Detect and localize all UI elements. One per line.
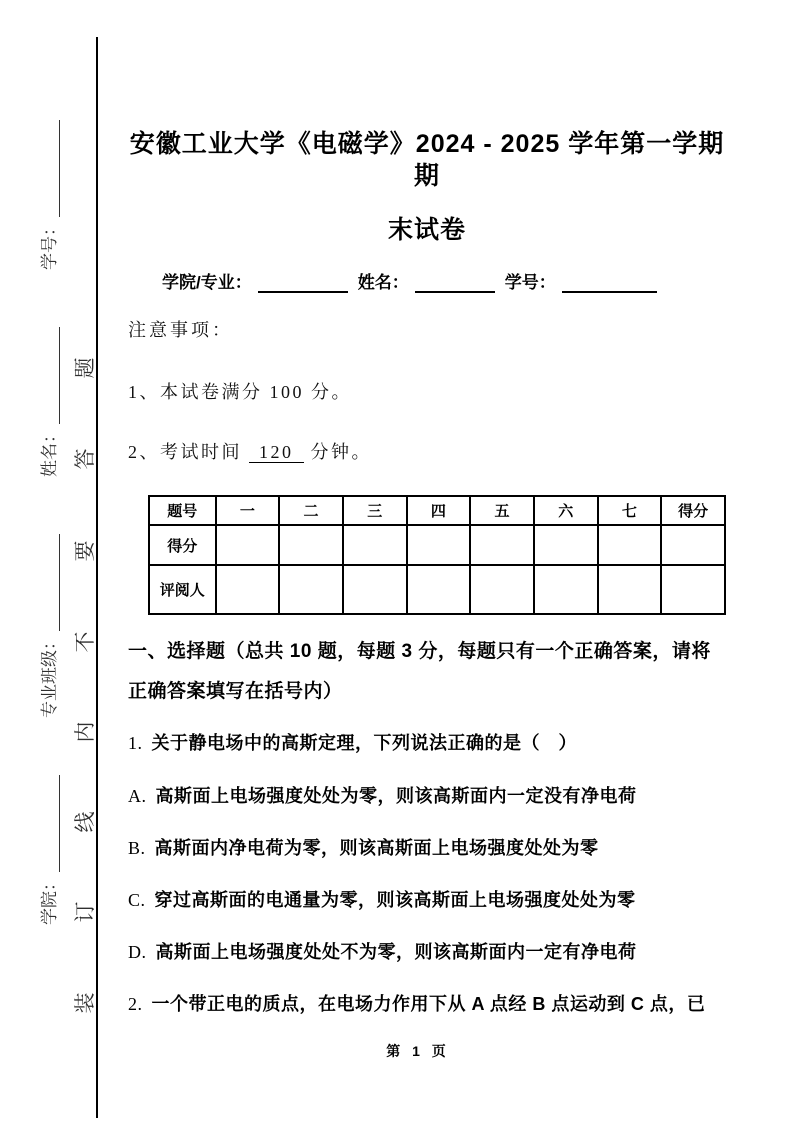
option-label: B. [128,838,146,858]
margin-field-blank [44,775,60,872]
notice-item-2 [128,439,726,465]
question-1-option-a [128,783,726,809]
binding-char: 答 [73,448,97,470]
field-blank [258,275,348,293]
field-blank [562,275,657,293]
score-table [148,495,726,615]
margin-student-fields [28,120,60,925]
margin-field-label: 专业班级： [40,633,59,718]
option-text: 高斯面内净电荷为零，则该高斯面上电场强度处处为零 [154,838,599,858]
score-cell [470,525,534,565]
margin-field-label: 学院： [40,874,59,925]
question-2 [128,991,726,1017]
margin-field-label: 姓名： [40,426,59,477]
reviewer-row-label: 评阅人 [149,565,216,614]
student-info-fields [162,268,726,293]
field-name [358,268,495,293]
score-cell [598,525,662,565]
reviewer-cell [661,565,725,614]
score-table-header-cell: 三 [343,496,407,525]
option-label: A. [128,786,147,806]
field-blank [415,275,495,293]
notice-item-1: 1、本试卷满分 100 分。 [128,382,352,402]
reviewer-cell [598,565,662,614]
option-text: 高斯面上电场强度处处不为零，则该高斯面内一定有净电荷 [155,942,637,962]
reviewer-cell [343,565,407,614]
margin-field-name [35,327,60,477]
question-1 [128,730,726,756]
field-college-major [162,268,348,293]
reviewer-cell [279,565,343,614]
field-label: 姓名： [357,273,409,292]
margin-field-college [35,775,60,925]
margin-field-major-class [35,534,60,718]
score-table-header-cell: 二 [279,496,343,525]
field-student-id [505,268,657,293]
section-1-heading: 一、选择题（总共 10 题，每题 3 分，每题只有一个正确答案，请将正确答案填写在括号内） [128,641,711,702]
reviewer-cell [216,565,280,614]
margin-field-blank [44,534,60,631]
score-table-header-cell: 题号 [149,496,216,525]
reviewer-cell [407,565,471,614]
question-text: 一个带正电的质点，在电场力作用下从 A 点经 B 点运动到 C 点，已 [151,994,706,1014]
margin-field-label: 学号： [40,219,59,270]
score-table-header-cell: 七 [598,496,662,525]
question-1-option-d [128,939,726,965]
field-label: 学院/专业： [162,273,252,292]
question-1-option-c [128,887,726,913]
margin-field-blank [44,120,60,217]
binding-char: 装 [73,992,97,1014]
option-label: C. [128,890,146,910]
reviewer-cell [470,565,534,614]
score-table-header-cell: 六 [534,496,598,525]
binding-char: 线 [73,811,97,833]
score-cell [343,525,407,565]
binding-char: 订 [73,901,97,923]
score-cell [661,525,725,565]
binding-char: 不 [73,631,97,653]
binding-char: 题 [73,357,97,379]
score-cell [279,525,343,565]
score-table-header-cell: 五 [470,496,534,525]
question-1-option-b [128,835,726,861]
reviewer-cell [534,565,598,614]
notice-heading: 注意事项： [128,320,233,340]
notice-item-2-suffix: 分钟。 [310,442,372,462]
question-number: 1. [128,733,143,753]
notice-item-2-prefix: 2、考试时间 [128,442,242,462]
score-table-header-row [149,496,725,525]
question-text: 关于静电场中的高斯定理，下列说法正确的是（ ） [151,733,577,753]
margin-field-blank [44,327,60,424]
page-number: 第 1 页 [386,1043,450,1059]
score-table-header-cell: 得分 [661,496,725,525]
option-text: 高斯面上电场强度处处为零，则该高斯面内一定没有净电荷 [155,786,637,806]
field-label: 学号： [504,273,556,292]
option-text: 穿过高斯面的电通量为零，则该高斯面上电场强度处处为零 [154,890,636,910]
score-table-header-cell: 四 [407,496,471,525]
score-cell [534,525,598,565]
score-table-row-score [149,525,725,565]
score-table-row-reviewer [149,565,725,614]
exam-duration-value: 120 [249,442,304,463]
option-label: D. [128,942,147,962]
margin-field-student-id [35,120,60,270]
score-cell [216,525,280,565]
question-number: 2. [128,994,143,1014]
binding-line [96,37,98,1118]
binding-char: 内 [73,721,97,743]
score-table-header-cell: 一 [216,496,280,525]
score-cell [407,525,471,565]
binding-char: 要 [73,540,97,562]
exam-title-line2: 末试卷 [387,216,466,244]
exam-title-line1: 安徽工业大学《电磁学》2024 - 2025 学年第一学期期 [129,130,725,190]
score-row-label: 得分 [149,525,216,565]
